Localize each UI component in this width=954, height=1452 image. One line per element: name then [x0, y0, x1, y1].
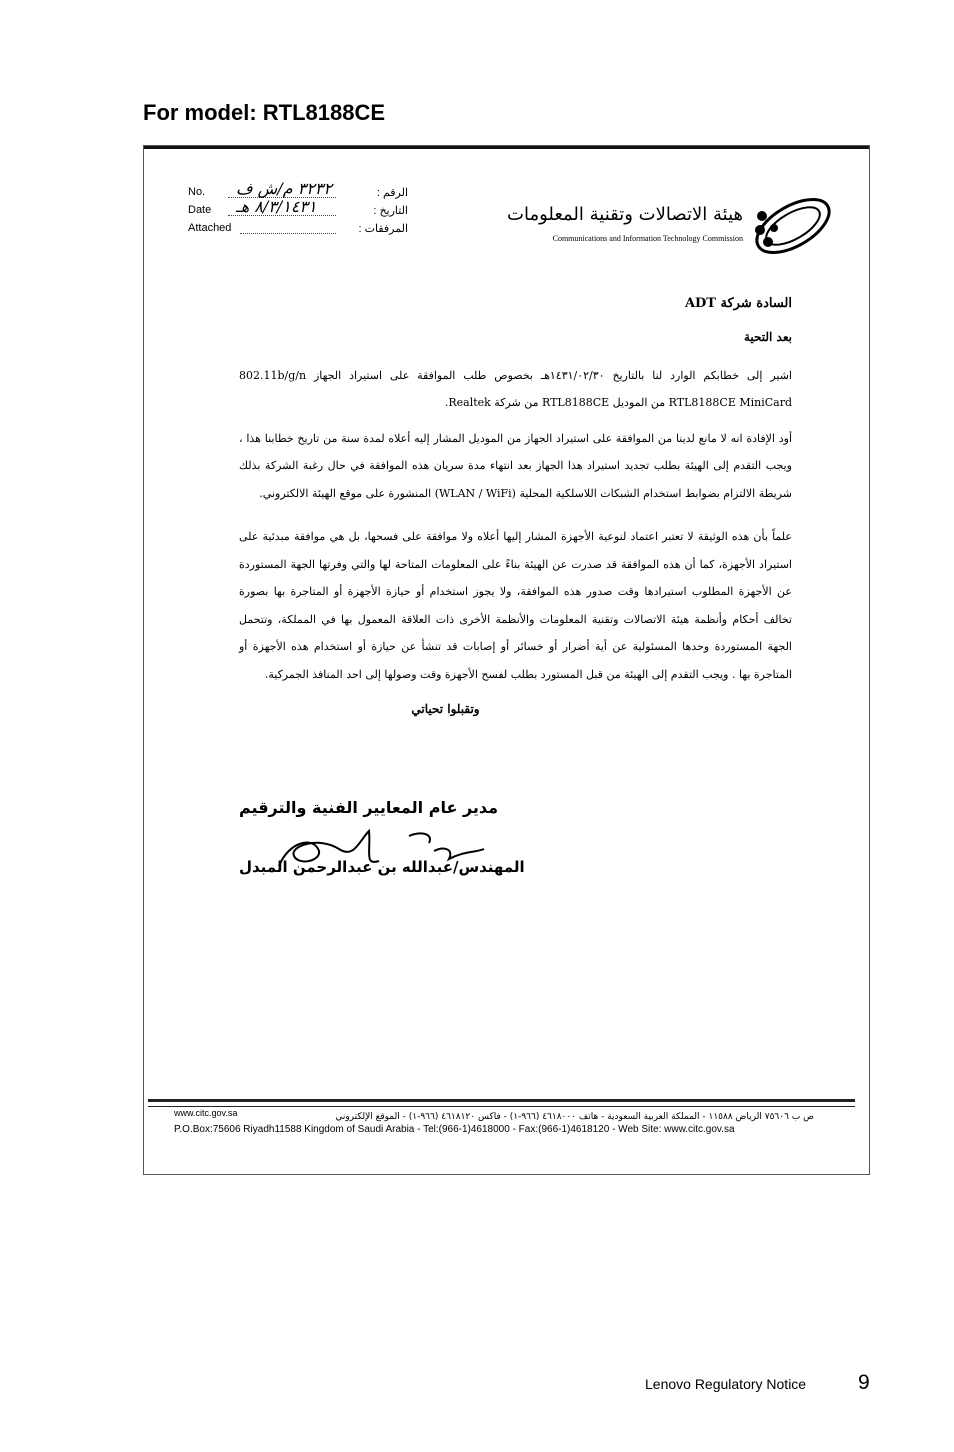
closing: وتقبلوا تحياتي [411, 702, 480, 716]
footer-address-en: P.O.Box:75606 Riyadh11588 Kingdom of Saudi Arabia - Tel:(966-1)4618000 - Fax:(966-1)4618120 - Web Site: www.citc.gov.sa [174, 1124, 735, 1135]
footer-address-ar: ص ب ٧٥٦٠٦ الرياض ١١٥٨٨ - المملكة العربية السعودية - هاتف ٤٦١٨٠٠٠ (٩٦٦-١) - فاكس ٤٦١٨١٢٠ (٩٦٦-١) - الموقع الإلكتروني [335, 1112, 814, 1122]
ref-number-value: ٣٢٣٢ م/ش ف [236, 179, 332, 198]
reference-block [188, 179, 408, 240]
page-number: 9 [858, 1371, 870, 1394]
citc-logo [507, 186, 838, 266]
ref-number-label-ar: الرقم : [376, 187, 408, 199]
page-footer-text: Lenovo Regulatory Notice [645, 1376, 807, 1392]
signer-title: مدير عام المعايير الفنية والترقيم [239, 798, 499, 817]
addressee: السادة شركة ADT [684, 296, 792, 311]
ref-attached-line [240, 233, 336, 234]
ref-number-label: No. [188, 186, 206, 198]
ref-date-row [188, 197, 408, 222]
ref-date-label-ar: التاريخ : [373, 205, 408, 217]
citc-emblem-icon [748, 186, 838, 266]
ref-date-value: ٨/٣/١٤٣١ هـ [236, 197, 317, 216]
ref-date-label: Date [188, 204, 212, 216]
ref-attached-label-ar: المرفقات : [358, 223, 408, 235]
letter-top-rule [144, 146, 869, 149]
footer-rule [148, 1099, 855, 1102]
logo-name-en: Communications and Information Technology Commission [552, 234, 743, 243]
paragraph-request: اشير إلى خطابكم الوارد لنا بالتاريخ ١٤٣١/٠٢/٣٠هـ بخصوص طلب الموافقة على استيراد الجهاز 802.11b/g/n RTL8188CE MiniCard من الموديل RTL8188CE من شركة Realtek. [239, 368, 792, 409]
greeting: بعد التحية [743, 330, 792, 344]
ref-attached-row [188, 222, 408, 240]
signer-name: المهندس/عبدالله بن عبدالرحمن المبدل [239, 858, 525, 876]
footer-rule-thin [148, 1106, 855, 1107]
footer-website: www.citc.gov.sa [174, 1108, 238, 1118]
paragraph-approval: أود الإفادة انه لا مانع لدينا من الموافقة على استيراد الجهاز من الموديل المشار إليه أعلاه لمدة سنة من تاريخ خطابنا هذا ، ويجب التقدم إلى الهيئة بطلب تجديد استيراد هذا الجهاز بعد انتهاء مدة سريان هذه الموافقة في حال رغبة الشركة بذلك شريطة الالتزام بضوابط استخدام الشبكات اللاسلكية المحلية (WLAN / WiFi) المنشورة على موقع الهيئة الالكتروني. [239, 431, 792, 500]
letter-body [239, 292, 792, 730]
paragraph-conditions: علماً بأن هذه الوثيقة لا تعتبر اعتماد لنوعية الأجهزة المشار إليها أعلاه ولا موافقة على فسحها، بل هي موافقة مبدئية على استيراد الأجهزة، كما أن هذه الموافقة قد صدرت عن الهيئة بناءً على المعلومات المتاحة لها والتي وفرتها الجهة المستوردة عن الأجهزة المطلوب استيرادها وقت صدور هذه الموافقة، ولا يجوز استخدام أو حيازة الأجهزة أو المتاجرة بها بصورة تخالف أحكام وأنظمة هيئة الاتصالات وتقنية المعلومات والأنظمة الأخرى ذات العلاقة المعمول بها في المملكة، وتتحمل الجهة المستوردة وحدها المسئولية عن أية أضرار أو خسائر أو إصابات قد تنشأ عن حيازة أو استخدام هذه الأجهزة أو المتاجرة بها . ويجب التقدم إلى الهيئة من قبل المستورد بطلب لفسح الأجهزة وقت وصولها إلى احد المنافذ الجمركية. [239, 530, 792, 681]
page-heading: For model: RTL8188CE [143, 100, 386, 125]
scanned-letter [143, 145, 870, 1175]
ref-attached-label: Attached [188, 222, 232, 234]
logo-name-ar: هيئة الاتصالات وتقنية المعلومات [507, 204, 743, 225]
